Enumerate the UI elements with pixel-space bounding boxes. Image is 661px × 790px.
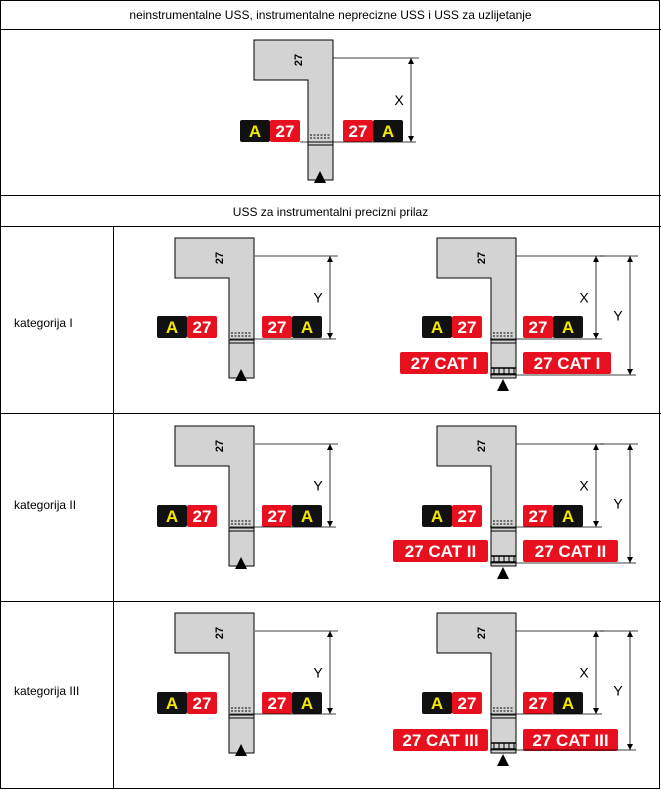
dimension-label: Y (613, 307, 623, 324)
runway-number: 27 (476, 626, 488, 640)
dimension-arrow (327, 256, 333, 262)
runway-number: 27 (214, 626, 226, 640)
dimension-arrow (593, 444, 599, 450)
direction-arrow (497, 754, 509, 766)
location-sign-text: A (248, 122, 262, 141)
header-precision-suffix: precizni prilaz (351, 205, 429, 219)
dimension-arrow (408, 136, 414, 142)
dimension-arrow (327, 444, 333, 450)
runway-designation-text: 27 (267, 694, 287, 713)
dimension-label: Y (613, 682, 623, 699)
dimension-arrow (593, 708, 599, 714)
runway-number: 27 (476, 251, 488, 265)
dimension-label: X (579, 477, 589, 494)
location-sign-text: A (300, 694, 314, 713)
dimension-label: Y (313, 477, 323, 494)
runway-designation-text: 27 (192, 507, 212, 526)
dimension-label: X (394, 92, 404, 108)
runway-designation-text: 27 (528, 694, 548, 713)
runway-designation-text: 27 (457, 694, 477, 713)
direction-arrow (497, 379, 509, 391)
cat-sign-text: 27 CAT III (402, 731, 479, 750)
dimension-arrow (593, 521, 599, 527)
location-sign-text: A (165, 318, 179, 337)
location-sign-text: A (561, 694, 575, 713)
runway-designation-text: 27 (528, 507, 548, 526)
runway-number: 27 (214, 439, 226, 453)
dimension-label: Y (613, 495, 623, 512)
dimension-arrow (327, 708, 333, 714)
runway-designation-text: 27 (348, 122, 368, 141)
dimension-arrow (627, 557, 633, 563)
runway-designation-text: 27 (457, 318, 477, 337)
location-sign-text: A (430, 507, 444, 526)
dimension-label: Y (313, 664, 323, 681)
dimension-label: Y (313, 289, 323, 306)
cat-sign-text: 27 CAT III (532, 731, 609, 750)
dimension-label: X (579, 664, 589, 681)
dimension-arrow (627, 444, 633, 450)
runway-number: 27 (476, 439, 488, 453)
location-sign-text: A (300, 318, 314, 337)
runway-designation-text: 27 (275, 122, 295, 141)
location-sign-text: A (430, 318, 444, 337)
location-sign-text: A (300, 507, 314, 526)
dimension-arrow (627, 256, 633, 262)
category-label-2: kategorija II (14, 498, 77, 512)
cat-sign-text: 27 CAT II (534, 542, 607, 561)
cat-sign-text: 27 CAT I (410, 354, 478, 373)
runway-designation-text: 27 (192, 318, 212, 337)
direction-arrow (497, 567, 509, 579)
header-non-precision: neinstrumentalne USS, instrumentalne nepreciznе USS i USS za uzlijetanje (129, 8, 532, 22)
location-sign-text: A (430, 694, 444, 713)
runway-number: 27 (293, 53, 305, 67)
runway-designation-text: 27 (457, 507, 477, 526)
runway-number: 27 (214, 251, 226, 265)
runway-designation-text: 27 (528, 318, 548, 337)
location-sign-text: A (381, 122, 395, 141)
category-label-3: kategorija III (14, 684, 80, 698)
dimension-arrow (593, 256, 599, 262)
dimension-arrow (627, 369, 633, 375)
dimension-label: X (579, 289, 589, 306)
runway-designation-text: 27 (267, 507, 287, 526)
dimension-arrow (627, 744, 633, 750)
header-precision-bold: instrumentalni (276, 205, 352, 219)
location-sign-text: A (561, 318, 575, 337)
cat-sign-text: 27 CAT II (404, 542, 477, 561)
dimension-arrow (327, 631, 333, 637)
dimension-arrow (627, 631, 633, 637)
runway-designation-text: 27 (267, 318, 287, 337)
dimension-arrow (593, 333, 599, 339)
header-precision-prefix: USS za (232, 205, 277, 219)
runway-designation-text: 27 (192, 694, 212, 713)
location-sign-text: A (165, 694, 179, 713)
dimension-arrow (593, 631, 599, 637)
dimension-arrow (327, 333, 333, 339)
dimension-arrow (327, 521, 333, 527)
location-sign-text: A (165, 507, 179, 526)
dimension-arrow (408, 58, 414, 64)
cat-sign-text: 27 CAT I (533, 354, 601, 373)
location-sign-text: A (561, 507, 575, 526)
category-label-1: kategorija I (14, 316, 73, 330)
